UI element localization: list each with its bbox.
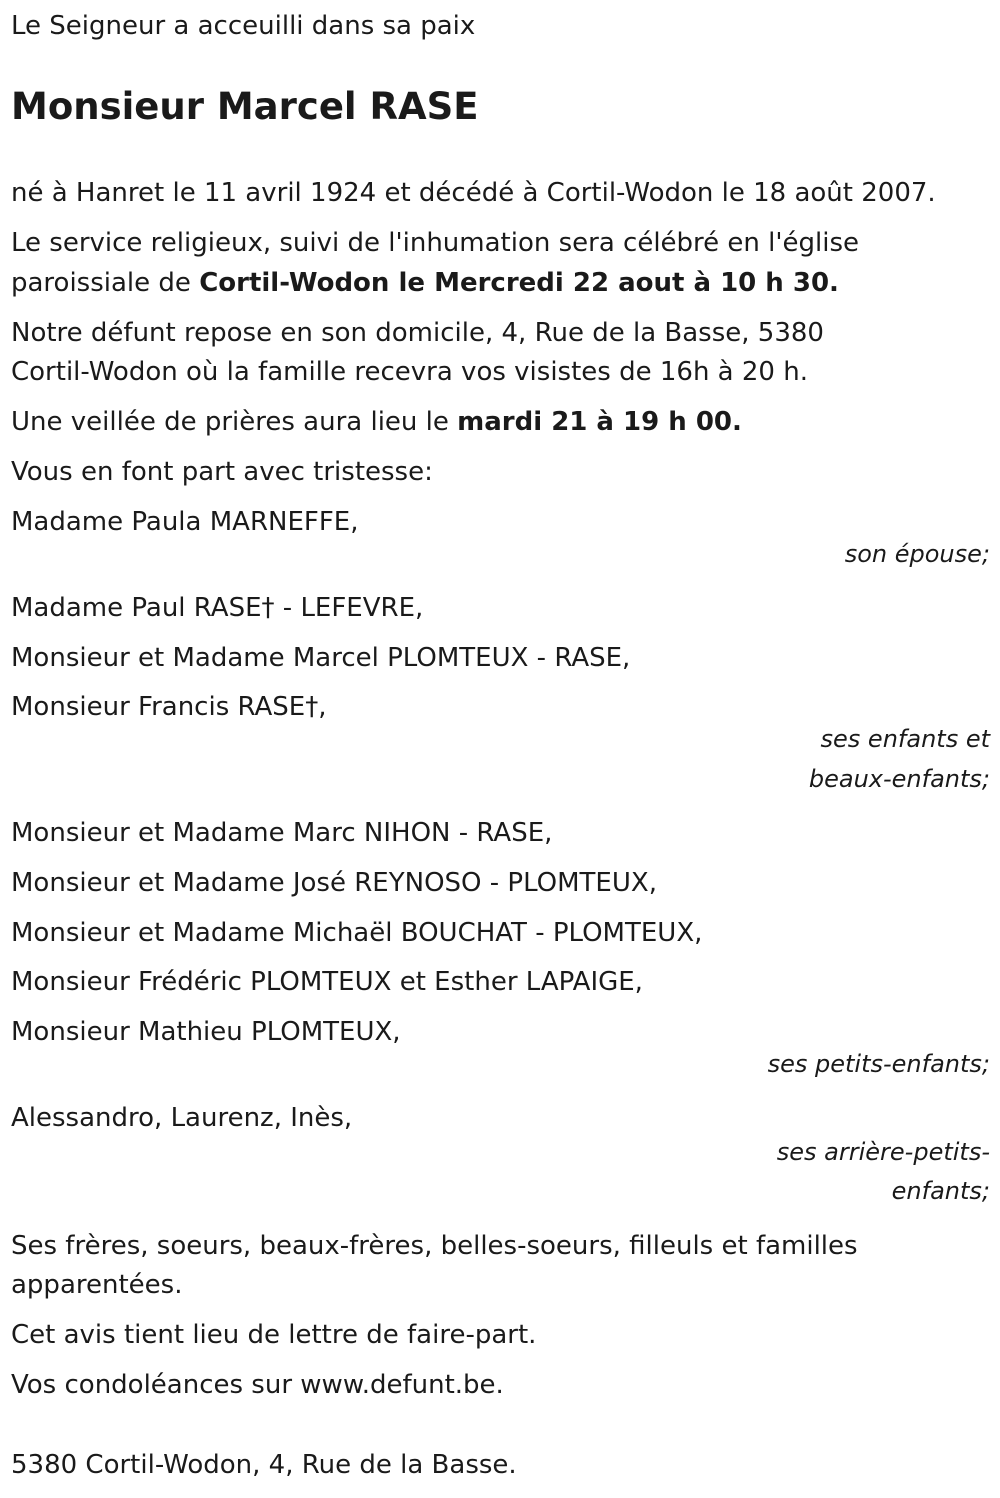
service-text-prefix: paroissiale de — [11, 268, 200, 298]
spouse-name: Madame Paula MARNEFFE, — [11, 507, 359, 537]
birth-death-text: né à Hanret le 11 avril 1924 et décédé à Cortil-Wodon le 18 août 2007. — [11, 178, 936, 208]
condolences-text: Vos condoléances sur www.defunt.be. — [11, 1370, 504, 1400]
children-relation-line1: ses enfants et — [820, 725, 990, 753]
vigil-date-bold: mardi 21 à 19 h 00. — [457, 407, 742, 437]
spouse-relation: son épouse; — [844, 540, 990, 568]
service-date-bold: Cortil-Wodon le Mercredi 22 aout à 10 h 30. — [199, 268, 839, 298]
notice-text: Cet avis tient lieu de lettre de faire-part. — [11, 1320, 537, 1350]
children-relation-line2: beaux-enfants; — [808, 765, 990, 793]
child-name: Madame Paul RASE† - LEFEVRE, — [11, 593, 424, 623]
grandchild-name: Monsieur Frédéric PLOMTEUX et Esther LAPAIGE, — [11, 967, 643, 997]
address-text: 5380 Cortil-Wodon, 4, Rue de la Basse. — [11, 1450, 517, 1480]
vigil-text-prefix: Une veillée de prières aura lieu le — [11, 407, 458, 437]
announce-text: Vous en font part avec tristesse: — [11, 457, 433, 487]
grandchild-name: Monsieur et Madame Marc NIHON - RASE, — [11, 818, 553, 848]
grandchild-name: Monsieur Mathieu PLOMTEUX, — [11, 1017, 401, 1047]
others-text-line1: Ses frères, soeurs, beaux-frères, belles-soeurs, filleuls et familles — [11, 1231, 858, 1261]
grandchild-name: Monsieur et Madame Michaël BOUCHAT - PLOMTEUX, — [11, 918, 703, 948]
intro-text: Le Seigneur a acceuilli dans sa paix — [11, 11, 476, 41]
vigil-text — [11, 402, 742, 442]
others-text-line2: apparentées. — [11, 1270, 183, 1300]
service-text-line1: Le service religieux, suivi de l'inhumation sera célébré en l'église — [11, 228, 860, 258]
great-grandchildren-relation-line2: enfants; — [891, 1177, 990, 1205]
great-grandchildren-relation-line1: ses arrière-petits- — [776, 1138, 990, 1166]
grandchild-name: Monsieur et Madame José REYNOSO - PLOMTEUX, — [11, 868, 657, 898]
rest-text-line2: Cortil-Wodon où la famille recevra vos visistes de 16h à 20 h. — [11, 357, 808, 387]
child-name: Monsieur et Madame Marcel PLOMTEUX - RASE, — [11, 643, 631, 673]
deceased-name-title: Monsieur Marcel RASE — [11, 85, 479, 128]
child-name: Monsieur Francis RASE†, — [11, 692, 327, 722]
rest-text-line1: Notre défunt repose en son domicile, 4, Rue de la Basse, 5380 — [11, 318, 824, 348]
service-text-line2 — [11, 263, 839, 303]
great-grandchildren-names: Alessandro, Laurenz, Inès, — [11, 1103, 353, 1133]
grandchildren-relation: ses petits-enfants; — [767, 1050, 990, 1078]
